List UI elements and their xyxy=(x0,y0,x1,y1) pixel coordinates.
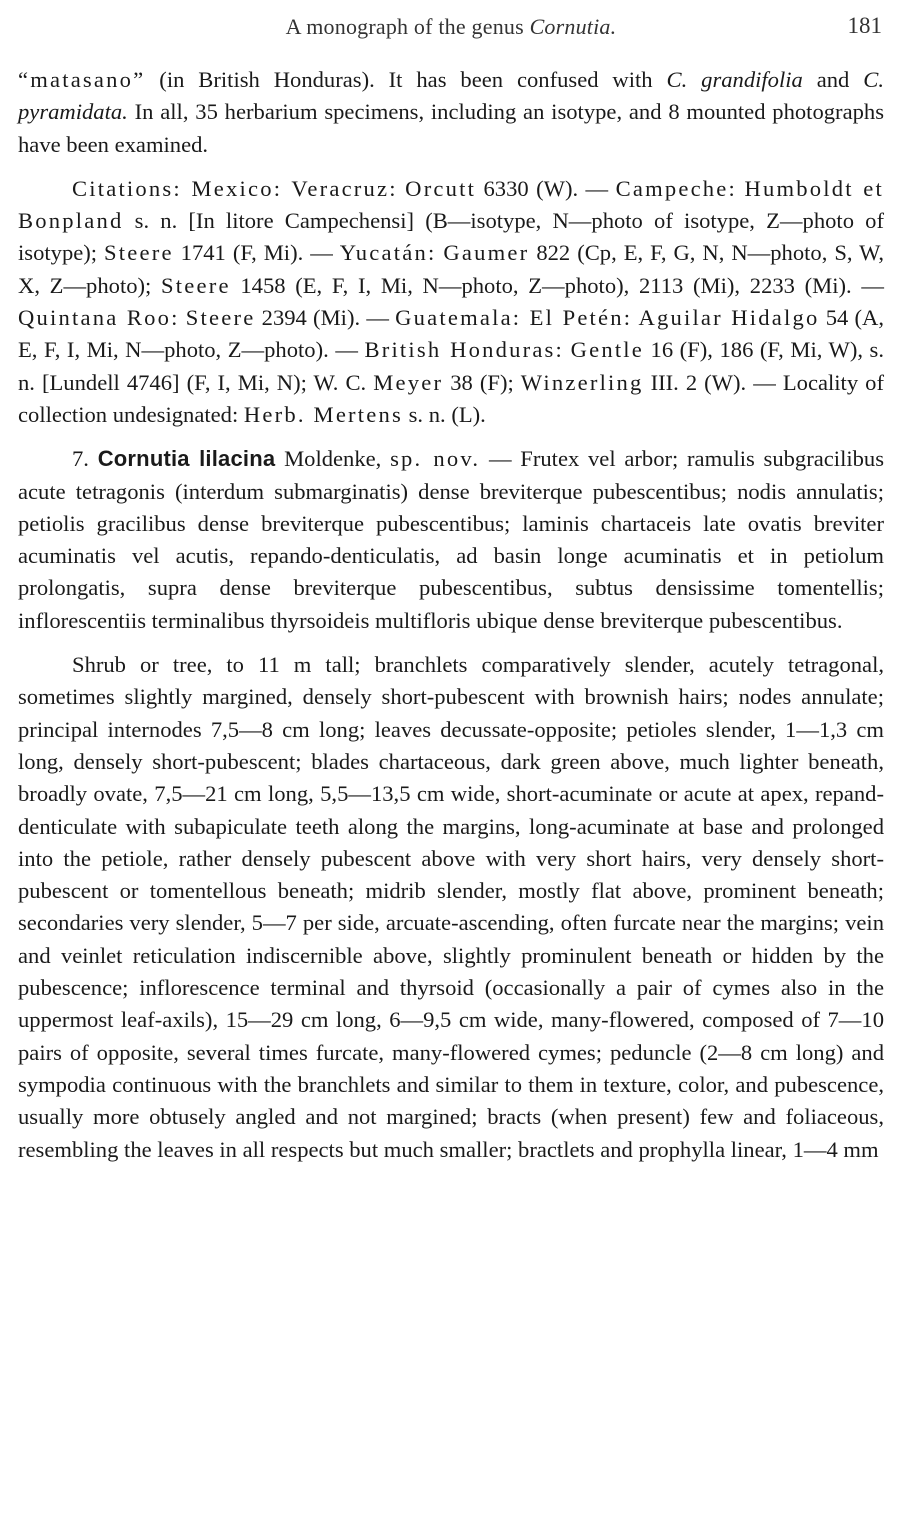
collector-name: Orcutt xyxy=(405,175,477,201)
text-span: 6330 (W). — xyxy=(476,175,616,201)
collector-name: Gentle xyxy=(570,337,645,363)
page-number: 181 xyxy=(847,13,882,38)
text-span: 54 (A, E, F, I, Mi, N—photo, Z—photo). — xyxy=(18,305,884,363)
vernacular-name: “matasano” xyxy=(18,67,146,92)
latin-diagnosis: — Frutex vel arbor; ramulis subgracilibus acute tetragonis (interdum submarginatis) dense breviterque pubescentibus; nodis annulatis; petiolis gracilibus dense breviterque pubescentibus; laminis chartaceis late ovatis breviter acuminatis vel acutis, repando-denticulatis, ad basin longe acuminatis et in petiolum prolongatis, supra dense breviterque pubescentibus, subtus densissime tomentellis; inflorescentiis terminalibus thyrsoideis multifloris ubique dense breviterque pubescentibus. xyxy=(18,446,885,633)
species-number: 7. xyxy=(72,446,98,472)
collector-name: Humboldt et Bonpland xyxy=(18,175,884,234)
collector-name: Gaumer xyxy=(443,240,530,266)
paragraph-common-name xyxy=(18,64,884,161)
running-title-genus: Cornutia. xyxy=(529,14,617,39)
species-status: sp. nov. xyxy=(390,446,481,472)
locality-name: Quintana Roo: xyxy=(18,305,180,331)
text-span: 16 (F), 186 (F, Mi, W), s. n. [Lundell 4746] (F, I, Mi, N); W. C. xyxy=(18,337,884,395)
text-span: (in British Honduras). It has been confused with xyxy=(145,67,667,92)
collector-name: Steere xyxy=(104,240,174,266)
citations-heading: Citations: Mexico: Veracruz: xyxy=(72,175,398,201)
text-span: s. n. (L). xyxy=(402,401,486,427)
collector-name: Winzerling xyxy=(520,369,644,395)
text-span: In all, 35 herbarium specimens, including an isotype, and 8 mounted photographs have been examined. xyxy=(18,99,884,157)
collector-name: Steere xyxy=(161,272,231,298)
paragraph-latin-diagnosis xyxy=(18,443,884,637)
text-span: 38 (F); xyxy=(443,369,521,395)
text-span: 1458 (E, F, I, Mi, N—photo, Z—photo), 2113 (Mi), 2233 (Mi). — xyxy=(230,272,884,298)
text-span: 1741 (F, Mi). — xyxy=(173,240,340,266)
text-span: III. 2 (W). — Locality of collection undesignated: xyxy=(18,369,884,427)
species-author: Moldenke, xyxy=(275,446,391,472)
running-head xyxy=(18,8,884,46)
species-description: Shrub or tree, to 11 m tall; branchlets comparatively slender, acutely tetragonal, sometimes slightly margined, densely short-pubescent with brownish hairs; nodes annulate; principal internodes 7,5—8 cm long; leaves decussate-opposite; petioles slender, 1—1,3 cm long, densely short-pubescent; blades chartaceous, dark green above, much lighter beneath, broadly ovate, 7,5—21 cm long, 5,5—13,5 cm wide, short-acuminate or acute at apex, repand-denticulate with subapiculate teeth along the margins, long-acuminate at base and prolonged into the petiole, rather densely pubescent above with very short hairs, very densely short-pubescent or tomentellous beneath; midrib slender, mostly flat above, prominent beneath; secondaries very slender, 5—7 per side, arcuate-ascending, often furcate near the margins; vein and veinlet reticulation indiscernible above, slightly prominulent beneath or hidden by the pubescence; inflorescence terminal and thyrsoid (occasionally a pair of cymes also in the uppermost leaf-axils), 15—29 cm long, 6—9,5 cm wide, many-flowered, composed of 7—10 pairs of opposite, several times furcate, many-flowered cymes; peduncle (2—8 cm long) and sympodia continuous with the branchlets and similar to them in texture, color, and pubescence, usually more obtusely angled and not margined; bracts (when present) few and foliaceous, resembling the leaves in all respects but much smaller; bractlets and prophylla linear, 1—4 mm xyxy=(18,652,884,1162)
locality-name: Yucatán: xyxy=(339,240,437,266)
locality-name: Campeche: xyxy=(615,175,738,201)
text-span: 822 (Cp, E, F, G, N, N—photo, S, W, X, Z—photo); xyxy=(18,240,884,298)
locality-name: British Honduras: xyxy=(364,337,565,363)
text-span: s. n. [In litore Campechensi] (B—isotype, N—photo of isotype, Z—photo of isotype); xyxy=(18,208,884,266)
collector-name: Aguilar Hidalgo xyxy=(638,305,820,331)
paragraph-description xyxy=(18,649,884,1166)
text-span: 2394 (Mi). — xyxy=(255,305,396,331)
taxon-name: C. pyramidata. xyxy=(18,67,884,125)
paragraph-citations xyxy=(18,173,884,431)
collector-name: Meyer xyxy=(373,369,444,395)
species-name: Cornutia lilacina xyxy=(97,446,276,472)
running-title-text: A monograph of the genus xyxy=(285,14,530,39)
text-span: and xyxy=(802,67,864,92)
collector-name: Herb. Mertens xyxy=(243,401,403,427)
locality-name: Guatemala: El Petén: xyxy=(395,305,633,331)
taxon-name: C. grandifolia xyxy=(666,67,803,92)
running-title xyxy=(18,14,884,40)
body-text xyxy=(18,64,884,1166)
collector-name: Steere xyxy=(185,305,256,331)
